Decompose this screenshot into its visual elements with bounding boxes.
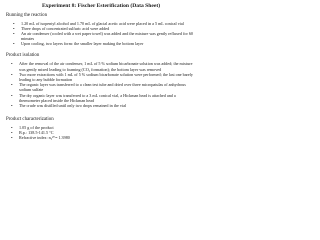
list-item [8, 31, 196, 41]
list-item-text: The crude was distilled until only two drops remained in the vial [19, 102, 127, 108]
bullet-icon: • [13, 26, 15, 32]
list-item [6, 61, 196, 71]
list-item [6, 82, 196, 92]
product-characterization-list [6, 125, 196, 140]
bullet-icon: • [11, 82, 13, 88]
running-reaction-list [8, 21, 196, 46]
list-item [6, 103, 196, 108]
list-item [6, 135, 196, 140]
list-item-text: Refractive index: n₂²⁰= 1.3980 [19, 135, 70, 141]
bullet-icon: • [11, 130, 13, 136]
section-heading-running: Running the reaction [6, 13, 48, 18]
list-item-text: The organic layer was transferred to a clean test tube and dried over three micropatulas of anhydrous sodium sulfate [19, 82, 186, 93]
list-item-text: Upon cooling, two layers form: the smaller layer making the bottom layer [21, 41, 144, 47]
list-item-text: Two more extractions with 1 mL of 5 % sodium bicarbonate solution were performed; the last one barely leading to any bubble formation [19, 71, 193, 82]
bullet-icon: • [11, 92, 13, 98]
section-spacer [6, 108, 196, 117]
list-item-text: An air condenser (cooled with a wet paper towel) was added and the mixture was gently refluxed for 60 minutes [21, 31, 194, 42]
list-item [6, 72, 196, 82]
list-item [8, 41, 196, 46]
page-title: Experiment 8: Fischer Esterification (Data Sheet) [41, 3, 161, 9]
bullet-icon: • [11, 102, 13, 108]
product-isolation-list [6, 61, 196, 108]
list-item-text: 1.20 mL of isopentyl alcohol and 1.70 mL of glacial acetic acid were placed in a 5 mL conical vial [21, 21, 184, 26]
list-item-text: The dry organic layer was transferred to a 3 mL conical vial, a Hickman head is attached and a thermometer placed inside the Hickman head [19, 92, 176, 103]
section-heading-characterization: Product characterization [6, 117, 54, 123]
data-sheet-page [0, 0, 200, 172]
bullet-icon: • [11, 61, 13, 67]
list-item-text: After the removal of the air condenser, 1 mL of 5 % sodium bicarbonate solution was added; the mixture was gently mixed leading to foaming (CO₂ formation); the bottom layer was removed [19, 61, 193, 72]
bullet-icon: • [13, 31, 15, 37]
list-item-text: Three drops of concentrated sulfuric acid were added [21, 26, 110, 32]
bullet-icon: • [13, 41, 15, 47]
bullet-icon: • [11, 135, 13, 141]
bullet-icon: • [13, 21, 15, 26]
bullet-icon: • [11, 71, 13, 77]
list-item-text: 1.05 g of the product [19, 125, 54, 131]
list-item [6, 93, 196, 103]
section-heading-isolation: Product isolation [6, 53, 40, 59]
list-item-text: B.p.: 138.5-141.5 °C [19, 130, 54, 136]
bullet-icon: • [11, 125, 13, 131]
section-spacer [6, 46, 196, 53]
